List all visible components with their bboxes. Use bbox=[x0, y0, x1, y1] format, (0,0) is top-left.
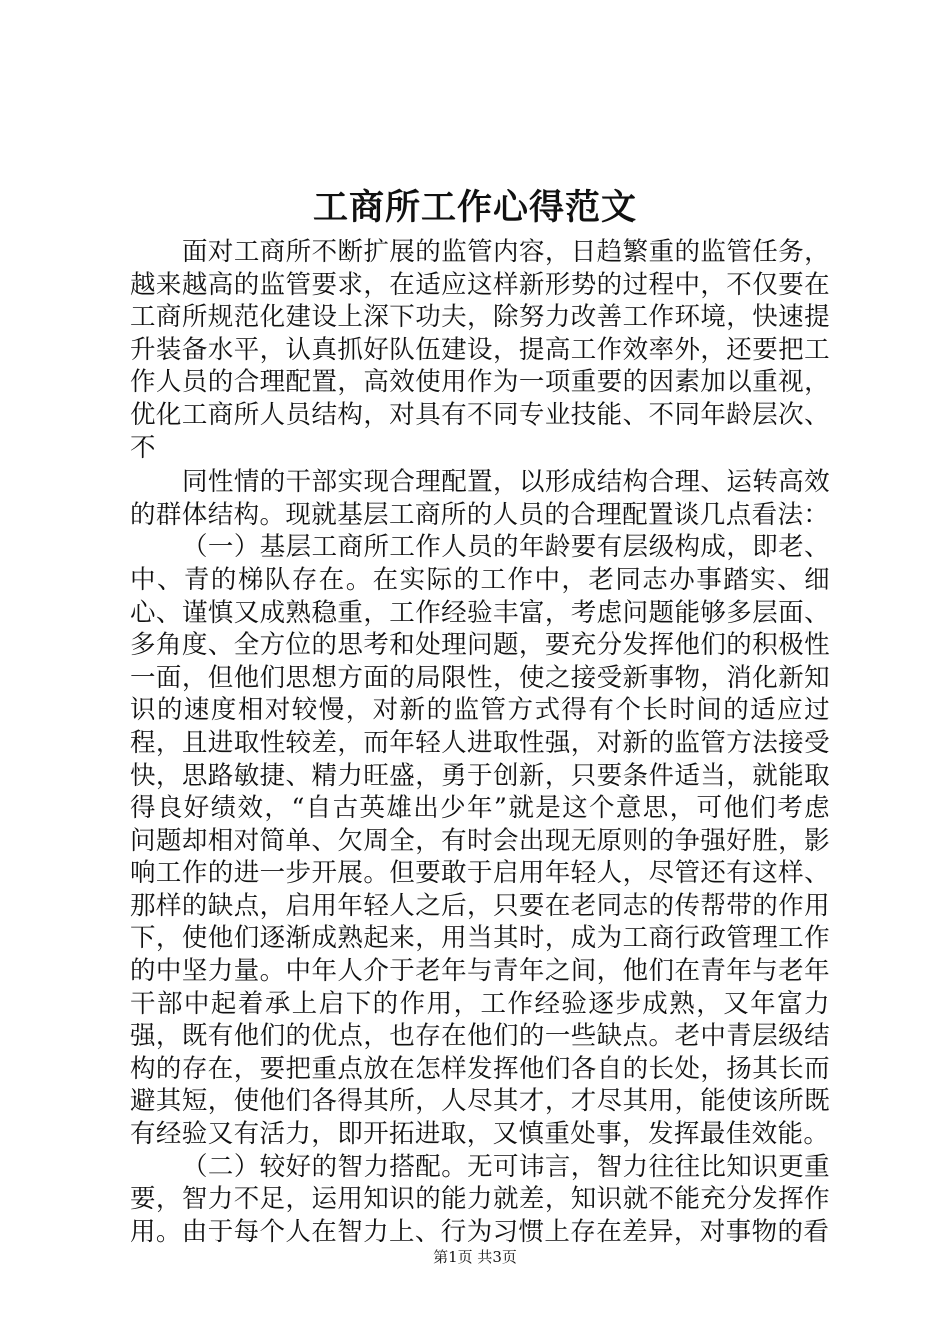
paragraph-section-one: （一）基层工商所工作人员的年龄要有层级构成，即老、中、青的梯队存在。在实际的工作中，老同志办事踏实、细心、谨慎又成熟稳重，工作经验丰富，考虑问题能够多层面、多角度、全方位的思考和处理问题，要充分发挥他们的积极性一面，但他们思想方面的局限性，使之接受新事物，消化新知识的速度相对较慢，对新的监管方式得有个长时间的适应过程，且进取性较差，而年轻人进取性强，对新的监管方法接受快，思路敏捷、精力旺盛，勇于创新，只要条件适当，就能取得良好绩效，“自古英雄出少年”就是这个意思，可他们考虑问题却相对简单、欠周全，有时会出现无原则的争强好胜，影响工作的进一步开展。但要敢于启用年轻人，尽管还有这样、那样的缺点，启用年轻人之后，只要在老同志的传帮带的作用下，使他们逐渐成熟起来，用当其时，成为工商行政管理工作的中坚力量。中年人介于老年与青年之间，他们在青年与老年干部中起着承上启下的作用，工作经验逐步成熟，又年富力强，既有他们的优点，也存在他们的一些缺点。老中青层级结构的存在，要把重点放在怎样发挥他们各自的长处，扬其长而避其短，使他们各得其所，人尽其才，才尽其用，能使该所既有经验又有活力，即开拓进取，又慎重处事，发挥最佳效能。 bbox=[130, 532, 830, 1150]
paragraph-intro: 面对工商所不断扩展的监管内容，日趋繁重的监管任务，越来越高的监管要求，在适应这样新形势的过程中，不仅要在工商所规范化建设上深下功夫，除努力改善工作环境，快速提升装备水平，认真抓好队伍建设，提高工作效率外，还要把工作人员的合理配置，高效使用作为一项重要的因素加以重视，优化工商所人员结构，对具有不同专业技能、不同年龄层次、不 bbox=[130, 237, 830, 463]
paragraph-continuation: 同性情的干部实现合理配置，以形成结构合理、运转高效的群体结构。现就基层工商所的人员的合理配置谈几点看法： bbox=[130, 467, 830, 530]
page-number-footer: 第1页 共3页 bbox=[433, 1248, 517, 1266]
document-body bbox=[130, 236, 830, 1248]
paragraph-section-two: （二）较好的智力搭配。无可讳言，智力往往比知识更重要，智力不足，运用知识的能力就差，知识就不能充分发挥作用。由于每个人在智力上、行为习惯上存在差异，对事物的看 bbox=[130, 1151, 830, 1247]
document-title: 工商所工作心得范文 bbox=[312, 187, 637, 228]
